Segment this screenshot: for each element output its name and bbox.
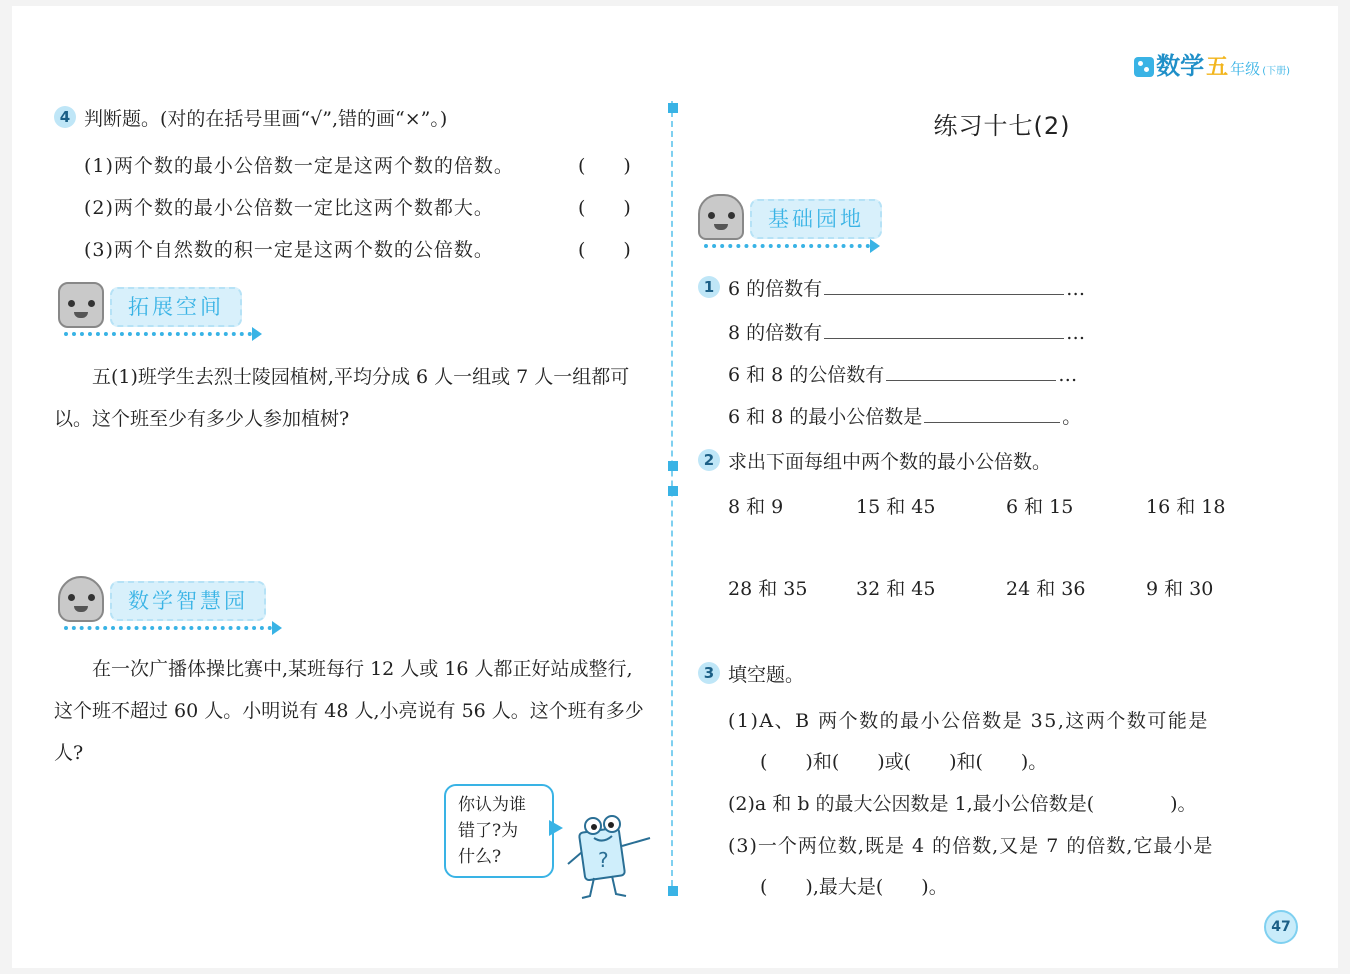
character-question-mark: ? [598,848,609,872]
q1-line-2 [728,318,1085,345]
question-4-prompt: 判断题。(对的在括号里画“√”,错的画“×”。) [84,108,448,130]
section-basic-label: 基础园地 [750,199,882,239]
q1-period: 。 [1062,406,1082,428]
section-arrow-icon [252,327,262,341]
lcm-pair-4: 16 和 18 [1146,496,1226,518]
q1-ellipsis-3: … [1058,364,1078,386]
exercise-title: 练习十七(2) [933,112,1071,140]
q1-blank-1[interactable] [824,275,1064,295]
workbook-page [12,6,1338,968]
bubble-line-1: 你认为谁 [458,795,526,815]
judge-bracket-3[interactable]: ( ) [578,239,631,261]
cat-mascot-icon [58,576,104,622]
q1-line-4 [728,402,1081,429]
lcm-pair-5: 28 和 35 [728,578,808,600]
lcm-pair-8: 9 和 30 [1146,578,1214,600]
judge-item-1: (1)两个数的最小公倍数一定是这两个数的倍数。 [84,155,514,177]
fill-item-3-line-a: (3)一个两位数,既是 4 的倍数,又是 7 的倍数,它最小是 [728,835,1214,857]
speech-bubble [444,784,554,878]
q1-blank-2[interactable] [824,319,1064,339]
fill-item-1-line-a: (1)A、B 两个数的最小公倍数是 35,这两个数可能是 [728,710,1209,732]
book-badge [1134,46,1290,81]
section-basic-garden [698,194,888,254]
fill-item-3-line-b[interactable]: ( ),最大是( )。 [760,876,948,898]
question-number-3: 3 [698,662,720,684]
section-expand-label: 拓展空间 [110,287,242,327]
q1-line-1-label: 6 的倍数有 [728,278,823,300]
judge-item-2: (2)两个数的最小公倍数一定比这两个数都大。 [84,197,494,219]
section-arrow-icon [870,239,880,253]
lcm-pair-2: 15 和 45 [856,496,936,518]
lcm-pair-6: 32 和 45 [856,578,936,600]
book-term: (下册) [1262,66,1290,77]
section-arrow-icon [272,621,282,635]
q1-line-4-label: 6 和 8 的最小公倍数是 [728,406,923,428]
fill-item-1-line-b[interactable]: ( )和( )或( )和( )。 [760,751,1048,773]
question-number-1: 1 [698,276,720,298]
owl-mascot-icon [698,194,744,240]
book-logo-icon [1134,57,1154,77]
section-dotted-line [704,244,870,248]
section-expand-space [58,282,268,342]
question-number-2: 2 [698,449,720,471]
divider-marker [668,486,678,496]
q1-line-3 [728,360,1077,387]
q1-ellipsis-2: … [1066,322,1086,344]
book-grade: 五 [1206,54,1229,80]
question-3-prompt: 填空题。 [728,664,805,686]
judge-bracket-2[interactable]: ( ) [578,197,631,219]
judge-item-3: (3)两个自然数的积一定是这两个数的公倍数。 [84,239,494,261]
lcm-pair-1: 8 和 9 [728,496,784,518]
divider-marker [668,886,678,896]
section-dotted-line [64,332,252,336]
q1-line-2-label: 8 的倍数有 [728,322,823,344]
page-number: 47 [1264,910,1298,944]
question-number-4: 4 [54,106,76,128]
book-subject: 数学 [1156,52,1205,80]
q1-blank-4[interactable] [924,403,1060,423]
lcm-pair-7: 24 和 36 [1006,578,1086,600]
raccoon-mascot-icon [58,282,104,328]
fill-item-2[interactable]: (2)a 和 b 的最大公因数是 1,最小公倍数是( )。 [728,793,1197,815]
book-grade-word: 年级 [1230,60,1261,78]
lcm-pair-3: 6 和 15 [1006,496,1074,518]
page-divider [671,101,675,896]
q1-blank-3[interactable] [886,361,1056,381]
section-dotted-line [64,626,272,630]
divider-marker [668,103,678,113]
wisdom-problem-text: 在一次广播体操比赛中,某班每行 12 人或 16 人都正好站成整行,这个班不超过 60 人。小明说有 48 人,小亮说有 56 人。这个班有多少人? [54,658,644,764]
q1-line-3-label: 6 和 8 的公倍数有 [728,364,885,386]
bubble-line-3: 什么? [458,847,502,867]
expand-problem-text: 五(1)班学生去烈士陵园植树,平均分成 6 人一组或 7 人一组都可以。这个班至少有多少人参加植树? [54,366,630,430]
divider-marker [668,461,678,471]
q1-line-1 [728,274,1085,301]
question-mark-character-icon [560,812,660,904]
bubble-line-2: 错了?为 [458,821,519,841]
section-wisdom-label: 数学智慧园 [110,581,266,621]
question-2-prompt: 求出下面每组中两个数的最小公倍数。 [728,451,1052,473]
judge-bracket-1[interactable]: ( ) [578,155,631,177]
section-math-wisdom [58,576,288,636]
q1-ellipsis-1: … [1066,278,1086,300]
